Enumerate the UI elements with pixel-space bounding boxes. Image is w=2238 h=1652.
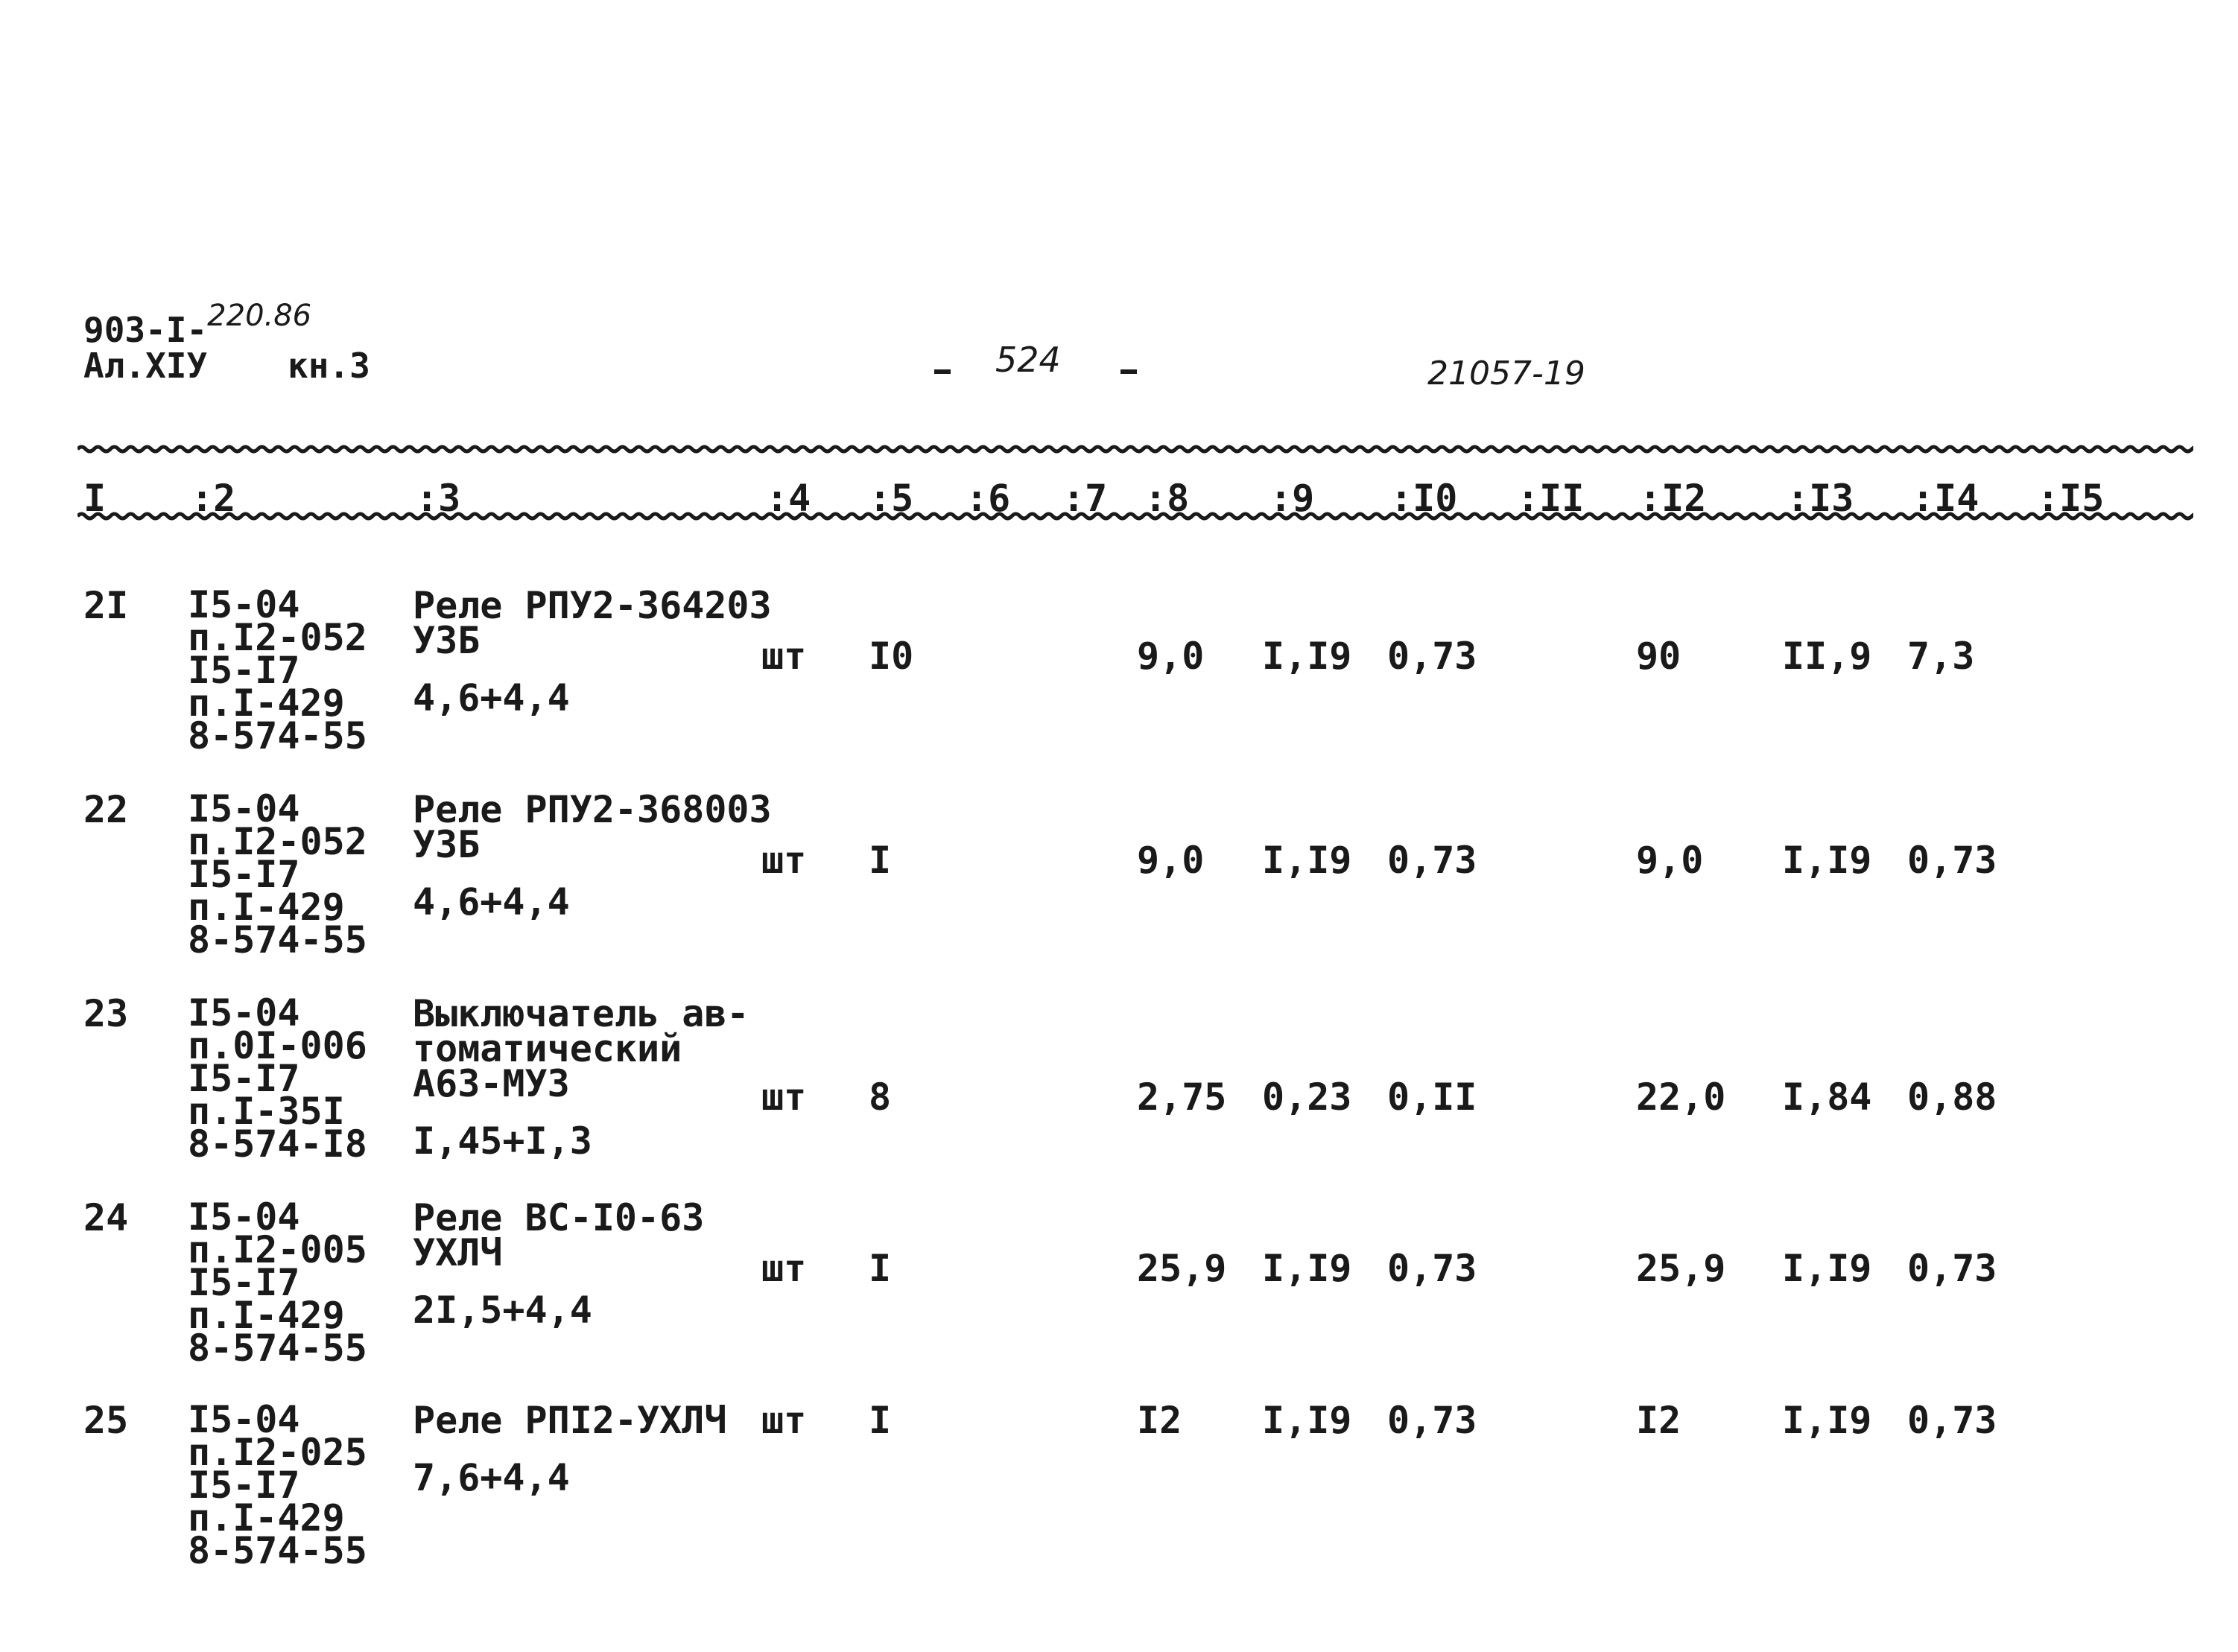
- col-13-value: I,I9: [1782, 1399, 1872, 1442]
- col-9-value: 0,23: [1262, 1076, 1352, 1119]
- col-13-value: I,84: [1782, 1076, 1872, 1119]
- col-9-header: :9: [1269, 477, 1315, 520]
- quantity: I: [869, 1247, 892, 1290]
- col-10-value: 0,73: [1387, 1399, 1477, 1442]
- col-9-value: I,I9: [1262, 1247, 1352, 1290]
- item-subvalues: I,45+I,3: [413, 1119, 592, 1163]
- col-14-value: 7,3: [1907, 635, 1975, 678]
- item-name: Реле ВС-I0-63 УХЛЧ: [413, 1196, 705, 1274]
- col-8-value: I2: [1137, 1399, 1182, 1442]
- unit: шт: [761, 635, 807, 678]
- norm-codes: I5-04 п.I2-052 I5-I7 п.I-429 8-574-55: [188, 787, 367, 962]
- col-12-value: 9,0: [1636, 839, 1704, 882]
- col-14-value: 0,88: [1907, 1076, 1997, 1119]
- unit: шт: [761, 1247, 807, 1290]
- unit: шт: [761, 1076, 807, 1119]
- col-14-value: 0,73: [1907, 1247, 1997, 1290]
- doc-code: [83, 299, 312, 350]
- norm-codes: I5-04 п.I2-052 I5-I7 п.I-429 8-574-55: [188, 583, 367, 757]
- col-8-value: 9,0: [1137, 635, 1205, 678]
- col-10-value: 0,73: [1387, 839, 1477, 882]
- col-12-value: 22,0: [1636, 1076, 1726, 1119]
- norm-codes: I5-04 п.I2-025 I5-I7 п.I-429 8-574-55: [188, 1398, 367, 1572]
- header-rule: [77, 508, 2193, 524]
- row-number: 22: [83, 788, 129, 831]
- col-13-value: II,9: [1782, 635, 1872, 678]
- row-number: 25: [83, 1399, 129, 1442]
- item-name: Реле РПУ2-368003 УЗБ: [413, 788, 772, 866]
- col-14-value: 0,73: [1907, 839, 1997, 882]
- doc-code-handwritten: 220.86: [207, 299, 312, 333]
- col-8-value: 2,75: [1137, 1076, 1227, 1119]
- item-subvalues: 4,6+4,4: [413, 880, 570, 924]
- row-number: 2I: [83, 584, 129, 627]
- row-number: 23: [83, 992, 129, 1035]
- col-11-header: :II: [1517, 477, 1585, 520]
- quantity: I: [869, 839, 892, 882]
- page-dash-right: [1120, 369, 1137, 374]
- col-13-header: :I3: [1787, 477, 1854, 520]
- item-name: Реле РПУ2-364203 УЗБ: [413, 584, 772, 662]
- norm-codes: I5-04 п.I2-005 I5-I7 п.I-429 8-574-55: [188, 1195, 367, 1370]
- col-1-header: I: [83, 477, 107, 520]
- col-2-header: :2: [191, 477, 236, 520]
- item-subvalues: 2I,5+4,4: [413, 1289, 592, 1332]
- unit: шт: [761, 1399, 807, 1442]
- col-8-header: :8: [1144, 477, 1190, 520]
- col-9-value: I,I9: [1262, 839, 1352, 882]
- item-name: Выключатель ав- томатический А63-МУЗ: [413, 992, 749, 1105]
- archive-stamp: 21057-19: [1427, 355, 1585, 393]
- item-name: Реле РПI2-УХЛЧ: [413, 1399, 727, 1442]
- col-9-value: I,I9: [1262, 635, 1352, 678]
- col-8-value: 9,0: [1137, 839, 1205, 882]
- col-14-value: 0,73: [1907, 1399, 1997, 1442]
- norm-codes: I5-04 п.0I-006 I5-I7 п.I-35I 8-574-I8: [188, 991, 367, 1166]
- col-13-value: I,I9: [1782, 1247, 1872, 1290]
- unit: шт: [761, 839, 807, 882]
- page-number: 524: [995, 340, 1061, 380]
- col-15-header: :I5: [2037, 477, 2105, 520]
- col-3-header: :3: [416, 477, 461, 520]
- col-14-header: :I4: [1912, 477, 1979, 520]
- col-10-header: :I0: [1390, 477, 1458, 520]
- col-6-header: :6: [966, 477, 1011, 520]
- col-4-header: :4: [766, 477, 811, 520]
- col-8-value: 25,9: [1137, 1247, 1227, 1290]
- quantity: 8: [869, 1076, 892, 1119]
- col-12-header: :I2: [1639, 477, 1707, 520]
- col-12-value: I2: [1636, 1399, 1681, 1442]
- col-9-value: I,I9: [1262, 1399, 1352, 1442]
- col-5-header: :5: [869, 477, 914, 520]
- col-10-value: 0,II: [1387, 1076, 1477, 1119]
- col-12-value: 90: [1636, 635, 1681, 678]
- page-dash-left: [934, 369, 951, 374]
- quantity: I0: [869, 635, 914, 678]
- col-13-value: I,I9: [1782, 839, 1872, 882]
- col-10-value: 0,73: [1387, 635, 1477, 678]
- item-subvalues: 7,6+4,4: [413, 1456, 570, 1499]
- col-12-value: 25,9: [1636, 1247, 1726, 1290]
- doc-code-printed: 903-I-: [83, 310, 208, 350]
- top-rule: [77, 441, 2193, 457]
- album-label: Ал.XIУ: [83, 346, 208, 386]
- book-label: кн.3: [288, 346, 370, 386]
- quantity: I: [869, 1399, 892, 1442]
- col-10-value: 0,73: [1387, 1247, 1477, 1290]
- row-number: 24: [83, 1196, 129, 1239]
- item-subvalues: 4,6+4,4: [413, 676, 570, 719]
- col-7-header: :7: [1062, 477, 1108, 520]
